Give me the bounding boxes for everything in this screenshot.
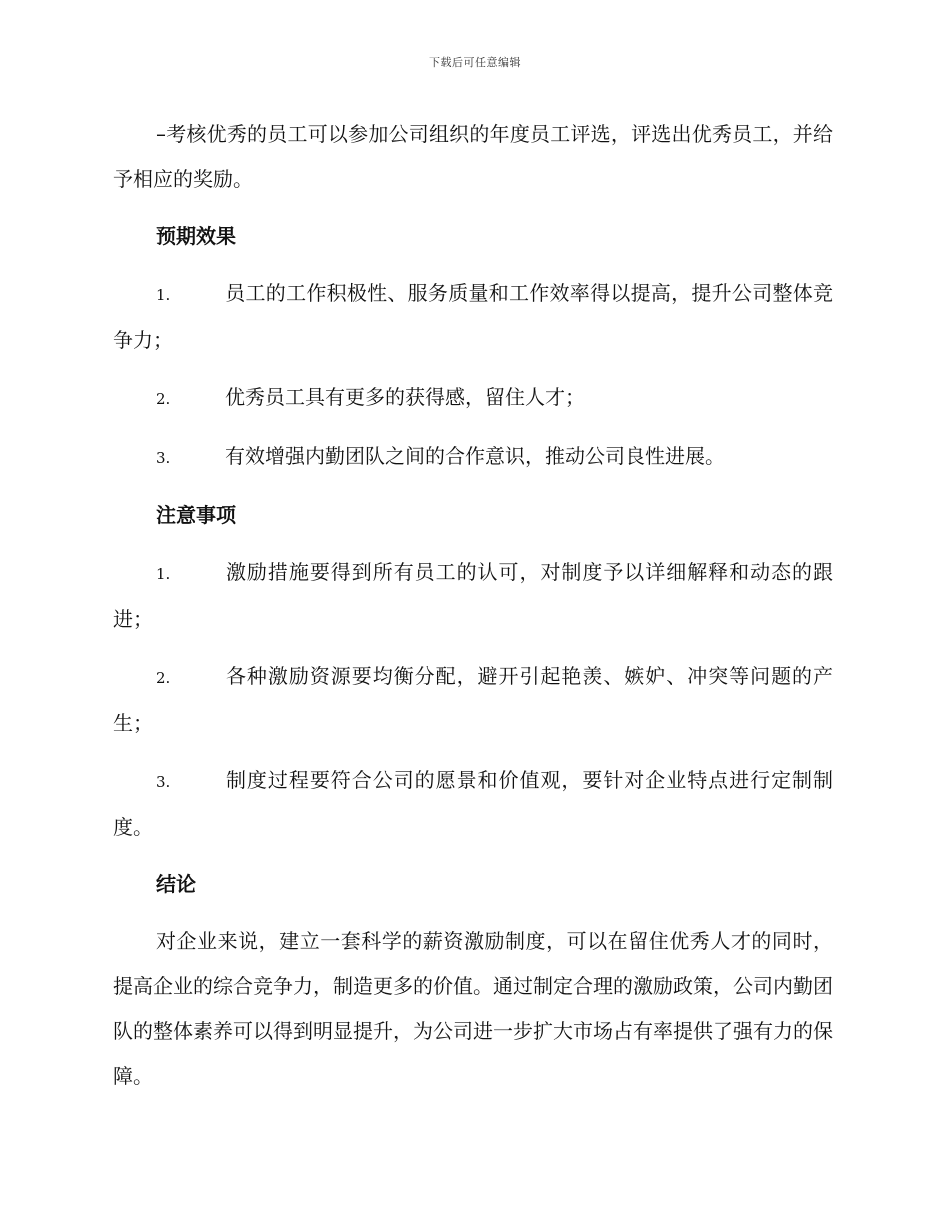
section-heading-effects: 预期效果 (156, 224, 236, 248)
list-item (113, 550, 833, 642)
list-item (113, 375, 833, 422)
list-item-number: 1. (156, 565, 171, 583)
list-item (113, 758, 833, 850)
section-heading-conclusion: 结论 (156, 872, 196, 896)
section-heading-notes: 注意事项 (156, 503, 236, 527)
list-item (113, 654, 833, 746)
list-item-number: 2. (156, 669, 171, 687)
list-item (113, 434, 833, 481)
list-item-number: 3. (156, 773, 171, 791)
list-item-text: 各种激励资源要均衡分配，避开引起艳羡、嫉妒、冲突等问题的产生； (113, 664, 833, 735)
list-item-number: 2. (156, 390, 171, 408)
list-item-text: 制度过程要符合公司的愿景和价值观，要针对企业特点进行定制制度。 (113, 768, 833, 839)
list-item-text: 有效增强内勤团队之间的合作意识，推动公司良性进展。 (225, 444, 725, 468)
document-body (113, 112, 833, 1111)
list-item-text: 员工的工作积极性、服务质量和工作效率得以提高，提升公司整体竞争力； (113, 281, 833, 352)
list-item-text: 激励措施要得到所有员工的认可，对制度予以详细解释和动态的跟进； (113, 560, 833, 631)
list-item (113, 271, 833, 363)
page-header: 下载后可任意编辑 (429, 56, 521, 69)
list-item-number: 3. (156, 449, 171, 467)
intro-paragraph: –考核优秀的员工可以参加公司组织的年度员工评选，评选出优秀员工，并给予相应的奖励。 (113, 122, 833, 191)
conclusion-paragraph: 对企业来说，建立一套科学的薪资激励制度，可以在留住优秀人才的同时，提高企业的综合竞争力，制造更多的价值。通过制定合理的激励政策，公司内勤团队的整体素养可以得到明显提升，为公司进一步扩大市场占有率提供了强有力的保障。 (113, 929, 833, 1088)
list-item-number: 1. (156, 286, 171, 304)
list-item-text: 优秀员工具有更多的获得感，留住人才； (225, 385, 585, 409)
